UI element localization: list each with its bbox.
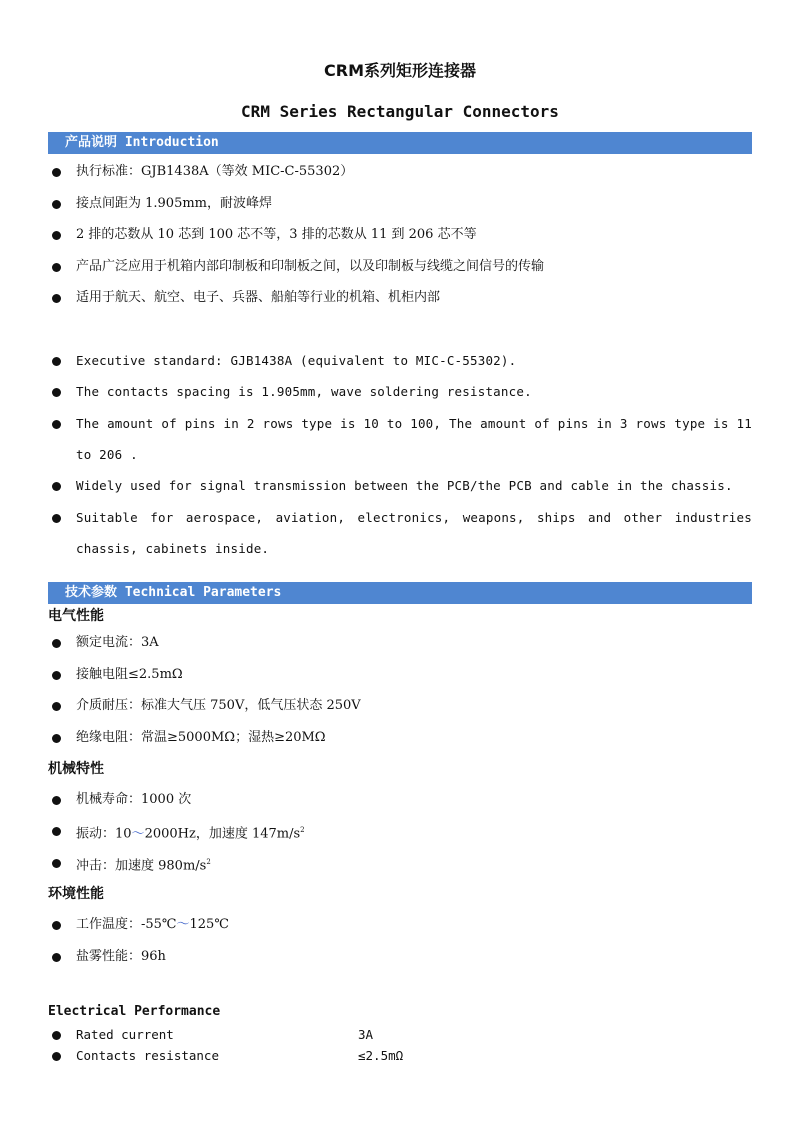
bullet-icon bbox=[52, 263, 61, 272]
bullet-icon bbox=[52, 1052, 61, 1061]
subhead-environment: 环境性能 bbox=[48, 886, 104, 902]
bullet-icon bbox=[52, 231, 61, 240]
bullet-icon bbox=[52, 200, 61, 209]
bullet-icon bbox=[52, 514, 61, 523]
subhead-electrical: 电气性能 bbox=[48, 608, 104, 624]
section-bar-technical-parameters: 技术参数 Technical Parameters bbox=[48, 582, 752, 604]
bullet-icon bbox=[52, 953, 61, 962]
bullet-icon bbox=[52, 388, 61, 397]
page-title-cn: CRM系列矩形连接器 bbox=[324, 61, 476, 80]
bullet-icon bbox=[52, 796, 61, 805]
bullet-icon bbox=[52, 1031, 61, 1040]
bullet-icon bbox=[52, 702, 61, 711]
subhead-mechanical: 机械特性 bbox=[48, 761, 104, 777]
bullet-icon bbox=[52, 671, 61, 680]
bullet-icon bbox=[52, 827, 61, 836]
bullet-icon bbox=[52, 482, 61, 491]
bullet-icon bbox=[52, 357, 61, 366]
section-bar-introduction: 产品说明 Introduction bbox=[48, 132, 752, 154]
bullet-icon bbox=[52, 734, 61, 743]
bullet-icon bbox=[52, 859, 61, 868]
bullet-icon bbox=[52, 168, 61, 177]
bullet-icon bbox=[52, 921, 61, 930]
page-title-en: CRM Series Rectangular Connectors bbox=[241, 102, 559, 121]
bullet-icon bbox=[52, 294, 61, 303]
subhead-electrical-performance: Electrical Performance bbox=[48, 1004, 221, 1019]
bullet-icon bbox=[52, 420, 61, 429]
bullet-icon bbox=[52, 639, 61, 648]
